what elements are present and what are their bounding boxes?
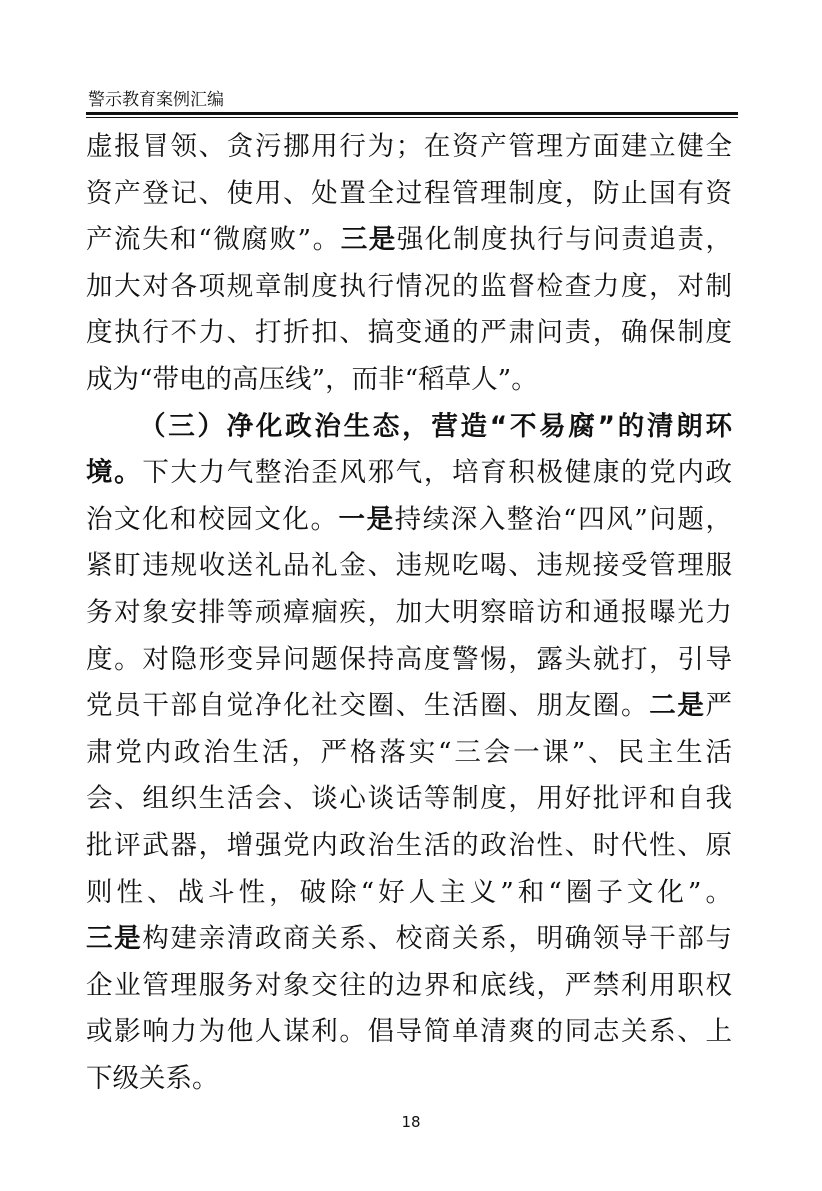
text-run: 务对象安排等顽瘴痼疾，加大明察暗访和通报曝光力 xyxy=(86,596,732,628)
text-run: 下大力气整治歪风邪气，培育积极健康的党内政 xyxy=(142,457,733,489)
text-run: 批评武器，增强党内政治生活的政治性、时代性、原 xyxy=(86,829,732,861)
text-run: 严 xyxy=(705,690,733,722)
text-run: 产流失和“微腐败”。 xyxy=(86,224,341,256)
bold-run: 境。 xyxy=(86,457,143,489)
body-line xyxy=(86,963,732,1010)
header-rule-thick xyxy=(86,112,738,115)
text-run: 持续深入整治“四风”问题， xyxy=(394,503,732,535)
body-line xyxy=(86,357,732,404)
text-run: 下级关系。 xyxy=(86,1062,219,1094)
text-run: 成为“带电的高压线”，而非“稻草人”。 xyxy=(86,363,538,395)
body-line xyxy=(86,916,732,963)
body-line xyxy=(86,543,732,590)
text-run: 企业管理服务对象交往的边界和底线，严禁利用职权 xyxy=(86,969,732,1001)
text-run: 度。对隐形变异问题保持高度警惕，露头就打，引导 xyxy=(86,643,732,675)
body-line xyxy=(86,1009,732,1056)
text-run: 治文化和校园文化。 xyxy=(86,503,339,535)
bold-run: 三是 xyxy=(340,224,397,256)
body-line xyxy=(86,124,732,171)
body-line xyxy=(86,497,732,544)
text-run: 则性、战斗性，破除“好人主义”和“圈子文化”。 xyxy=(86,876,732,908)
document-body xyxy=(86,124,732,1102)
header-rule-thin xyxy=(86,117,738,118)
section-heading-line xyxy=(86,404,732,451)
text-run: 资产登记、使用、处置全过程管理制度，防止国有资 xyxy=(86,177,732,209)
body-line xyxy=(86,217,732,264)
text-run: 会、组织生活会、谈心谈话等制度，用好批评和自我 xyxy=(86,783,732,815)
body-line xyxy=(86,310,732,357)
header-title: 警示教育案例汇编 xyxy=(88,90,224,110)
body-line xyxy=(86,450,732,497)
text-run: 构建亲清政商关系、校商关系，明确领导干部与 xyxy=(142,923,733,955)
section-heading: （三）净化政治生态，营造“不易腐”的清朗环 xyxy=(139,410,732,442)
running-header xyxy=(86,80,738,118)
body-line xyxy=(86,730,732,777)
text-run: 度执行不力、打折扣、搞变通的严肃问责，确保制度 xyxy=(86,317,732,349)
body-line xyxy=(86,171,732,218)
bold-run: 三是 xyxy=(86,923,143,955)
page-number: 18 xyxy=(401,1113,421,1131)
text-run: 紧盯违规收送礼品礼金、违规吃喝、违规接受管理服 xyxy=(86,550,732,582)
text-run: 虚报冒领、贪污挪用行为；在资产管理方面建立健全 xyxy=(86,131,732,162)
text-run: 加大对各项规章制度执行情况的监督检查力度，对制 xyxy=(86,270,732,302)
text-run: 党员干部自觉净化社交圈、生活圈、朋友圈。 xyxy=(86,690,650,722)
body-line xyxy=(86,683,732,730)
body-line xyxy=(86,637,732,684)
body-line xyxy=(86,823,732,870)
text-run: 强化制度执行与问责追责， xyxy=(396,224,732,256)
text-run: 或影响力为他人谋利。倡导简单清爽的同志关系、上 xyxy=(86,1016,732,1048)
body-line xyxy=(86,1056,732,1103)
bold-run: 一是 xyxy=(338,503,395,535)
text-run: 肃党内政治生活，严格落实“三会一课”、民主生活 xyxy=(86,736,732,768)
body-line xyxy=(86,264,732,311)
body-line xyxy=(86,870,732,917)
body-line xyxy=(86,590,732,637)
bold-run: 二是 xyxy=(649,690,706,722)
body-line xyxy=(86,776,732,823)
